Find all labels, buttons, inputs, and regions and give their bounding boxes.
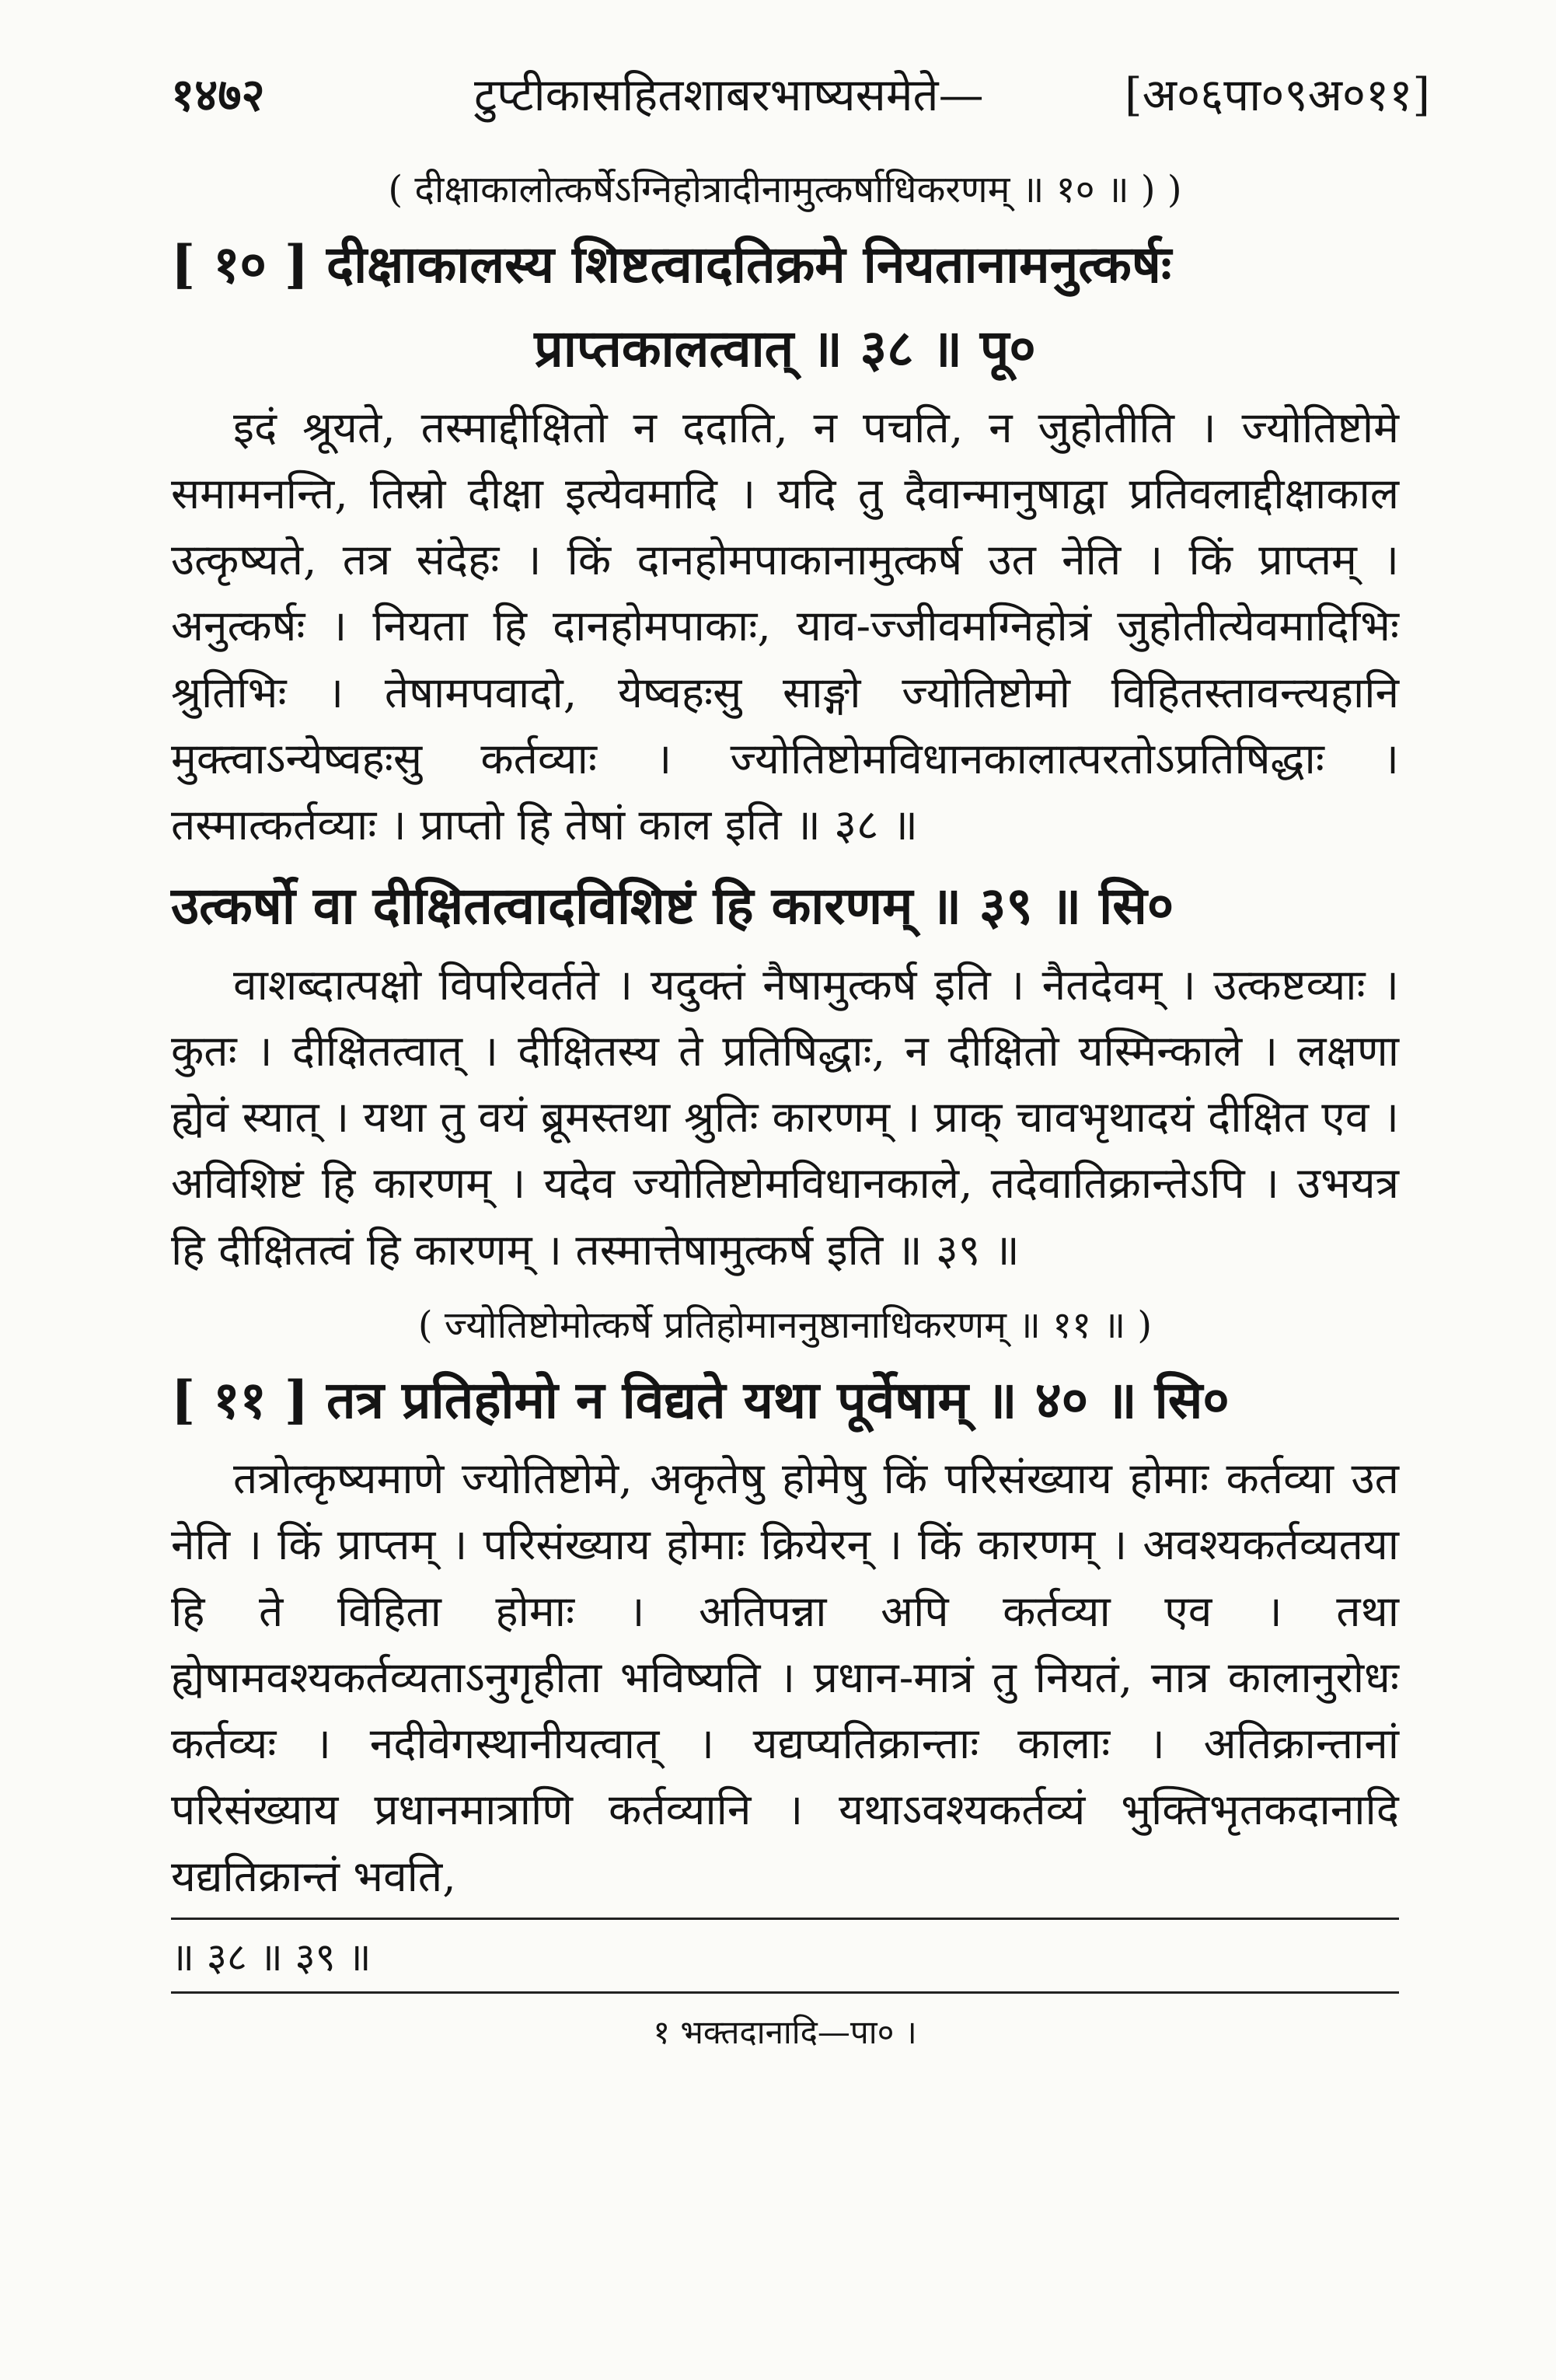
bhashya-40: तत्रोत्कृष्यमाणे ज्योतिष्टोमे, अकृतेषु होमेषु किं परिसंख्याय होमाः कर्तव्या उत नेति । किं प्राप्तम् । परिसंख्याय होमाः क्रियेरन् । किं कारणम् । अवश्यकर्तव्यतया हि ते विहिता होमाः । अतिपन्ना अपि कर्तव्या एव । तथा ह्येषामवश्यकर्तव्यताऽनुगृहीता भविष्यति । प्रधान-मात्रं तु नियतं, नात्र कालानुरोधः कर्तव्यः । नदीवेगस्थानीयत्वात् । यद्यप्यतिक्रान्ताः कालाः । अतिक्रान्तानां परिसंख्याय प्रधानमात्राणि कर्तव्यानि । यथाऽवश्यकर्तव्यं भुक्तिभृतकदानादि यद्यतिक्रान्तं भवति, bbox=[171, 1453, 1399, 1901]
page bbox=[171, 54, 1430, 2054]
footnote: १ भक्तदानादि—पा० । bbox=[653, 2012, 917, 2051]
bhashya-38: इदं श्रूयते, तस्माद्दीक्षितो न ददाति, न पचति, न जुहोतीति । ज्योतिष्टोमे समामनन्ति, तिस्रो दीक्षा इत्येवमादि । यदि तु दैवान्मानुषाद्वा प्रतिवलाद्दीक्षाकाल उत्कृष्यते, तत्र संदेहः । किं दानहोमपाकानामुत्कर्ष उत नेति । किं प्राप्तम् । अनुत्कर्षः । नियता हि दानहोमपाकाः, याव-ज्जीवमग्निहोत्रं जुहोतीत्येवमादिभिः श्रुतिभिः । तेषामपवादो, येष्वहःसु साङ्गो ज्योतिष्टोमो विहितस्तावन्त्यहानि मुक्त्वाऽन्येष्वहःसु कर्तव्याः । ज्योतिष्टोमविधानकालात्परतोऽप्रतिषिद्धाः । तस्मात्कर्तव्याः । प्राप्तो हि तेषां काल इति ॥ ३८ ॥ bbox=[171, 402, 1399, 850]
adhikarana-heading-10: ( दीक्षाकालोत्कर्षेऽग्निहोत्रादीनामुत्कर्षाधिकरणम् ॥ १० ॥ ) ) bbox=[388, 168, 1182, 211]
bhashya-39: वाशब्दात्पक्षो विपरिवर्तते । यदुक्तं नैषामुत्कर्ष इति । नैतदेवम् । उत्कष्टव्याः । कुतः । दीक्षितत्वात् । दीक्षितस्य ते प्रतिषिद्धाः, न दीक्षितो यस्मिन्काले । लक्षणा ह्येवं स्यात् । यथा तु वयं ब्रूमस्तथा श्रुतिः कारणम् । प्राक् चावभृथादयं दीक्षित एव । अविशिष्टं हि कारणम् । यदेव ज्योतिष्टोमविधानकाले, तदेवातिक्रान्तेऽपि । उभयत्र हि दीक्षितत्वं हि कारणम् । तस्मात्तेषामुत्कर्ष इति ॥ ३९ ॥ bbox=[171, 959, 1399, 1275]
page-number: १४७२ bbox=[171, 68, 265, 121]
sutra-40: [ ११ ] तत्र प्रतिहोमो न विद्यते यथा पूर्वेषाम् ॥ ४० ॥ सि० bbox=[171, 1369, 1230, 1430]
separator-rule-2 bbox=[171, 1991, 1399, 1994]
sutra-38-line2: प्राप्तकालत्वात् ॥ ३८ ॥ पू० bbox=[534, 318, 1036, 379]
adhikarana-heading-11: ( ज्योतिष्टोमोत्कर्षे प्रतिहोमाननुष्ठानाधिकरणम् ॥ ११ ॥ ) bbox=[417, 1303, 1153, 1347]
running-title: टुप्टीकासहितशाबरभाष्यसमेते— bbox=[474, 68, 984, 121]
chapter-reference: [अ०६पा०९अ०११] bbox=[1125, 68, 1430, 121]
sutra-references: ॥ ३८ ॥ ३९ ॥ bbox=[171, 1934, 372, 1980]
separator-rule bbox=[171, 1918, 1399, 1920]
sutra-38-line1: [ १० ] दीक्षाकालस्य शिष्टत्वादतिक्रमे नियतानामनुत्कर्षः bbox=[171, 234, 1172, 295]
page-header bbox=[171, 54, 1430, 148]
sutra-39: उत्कर्षो वा दीक्षितत्वादविशिष्टं हि कारणम् ॥ ३९ ॥ सि० bbox=[171, 875, 1174, 937]
